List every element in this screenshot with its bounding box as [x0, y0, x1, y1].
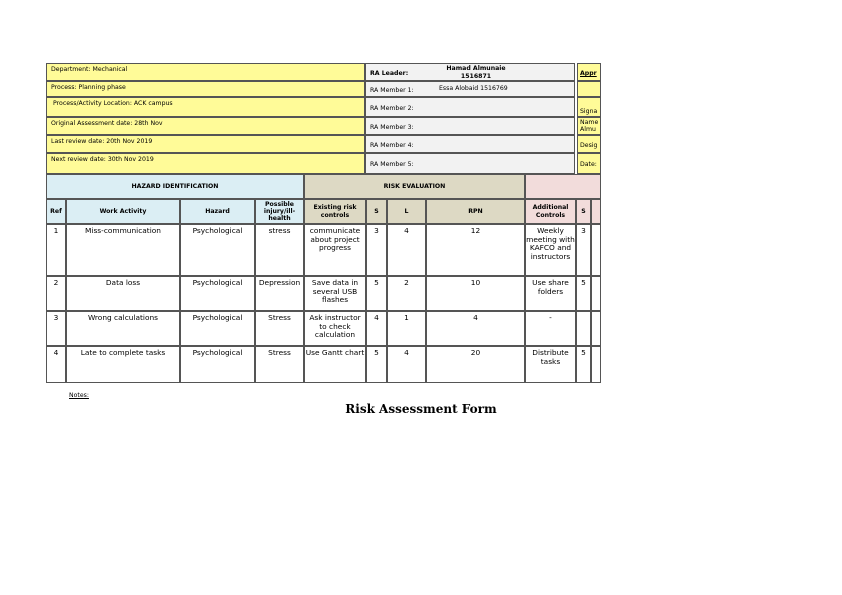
- table-row-cell: 1: [387, 311, 426, 346]
- designation-cell: Desig: [577, 135, 601, 153]
- table-row-cell: communicate about project progress: [304, 224, 366, 276]
- table-row-cell: [591, 276, 601, 311]
- table-row-cell: [576, 311, 591, 346]
- signature-cell: Signa: [577, 97, 601, 117]
- table-row-cell: 20: [426, 346, 525, 383]
- process-cell: Process: Planning phase: [46, 81, 365, 97]
- last-review-cell: Last review date: 20th Nov 2019: [46, 135, 365, 153]
- col-additional-controls: Additional Controls: [525, 199, 576, 224]
- table-row-cell: Psychological: [180, 224, 255, 276]
- approval-blank-cell: [577, 81, 601, 97]
- next-review-cell: Next review date: 30th Nov 2019: [46, 153, 365, 174]
- ra-leader-cell: RA Leader: Hamad Almunaie 1516871: [365, 63, 575, 81]
- table-row-cell: 5: [366, 276, 387, 311]
- col-ref: Ref: [46, 199, 66, 224]
- table-row-cell: Stress: [255, 311, 304, 346]
- approved-cell: Appr: [577, 63, 601, 81]
- table-row-cell: Data loss: [66, 276, 180, 311]
- col-cut: [591, 199, 601, 224]
- table-row-cell: 4: [46, 346, 66, 383]
- table-row-cell: Distribute tasks: [525, 346, 576, 383]
- col-l: L: [387, 199, 426, 224]
- table-row-cell: 10: [426, 276, 525, 311]
- table-row-cell: Psychological: [180, 311, 255, 346]
- table-row-cell: [591, 311, 601, 346]
- table-row-cell: Weekly meeting with KAFCO and instructors: [525, 224, 576, 276]
- col-work-activity: Work Activity: [66, 199, 180, 224]
- hazard-identification-header: HAZARD IDENTIFICATION: [46, 174, 304, 199]
- table-row-cell: 4: [366, 311, 387, 346]
- date-cell: Date:: [577, 153, 601, 174]
- table-row-cell: 12: [426, 224, 525, 276]
- table-row-cell: 4: [426, 311, 525, 346]
- notes-label: Notes:: [69, 392, 89, 399]
- name-cell: Name Almu: [577, 117, 601, 135]
- location-cell: Process/Activity Location: ACK campus: [46, 97, 365, 117]
- table-row-cell: 4: [387, 346, 426, 383]
- table-row-cell: stress: [255, 224, 304, 276]
- col-rpn: RPN: [426, 199, 525, 224]
- table-row-cell: 1: [46, 224, 66, 276]
- col-hazard: Hazard: [180, 199, 255, 224]
- col-existing-controls: Existing risk controls: [304, 199, 366, 224]
- department-cell: Department: Mechanical: [46, 63, 365, 81]
- risk-evaluation-header: RISK EVALUATION: [304, 174, 525, 199]
- table-row-cell: 5: [576, 276, 591, 311]
- original-date-cell: Original Assessment date: 28th Nov: [46, 117, 365, 135]
- col-injury: Possible injury/ill-health: [255, 199, 304, 224]
- table-row-cell: Use Gantt chart: [304, 346, 366, 383]
- table-row-cell: Psychological: [180, 276, 255, 311]
- table-row-cell: 2: [387, 276, 426, 311]
- ra-member-3-cell: RA Member 3:: [365, 117, 575, 135]
- additional-section-header: [525, 174, 601, 199]
- ra-member-5-cell: RA Member 5:: [365, 153, 575, 174]
- table-row-cell: Miss-communication: [66, 224, 180, 276]
- ra-member-4-cell: RA Member 4:: [365, 135, 575, 153]
- page-title: Risk Assessment Form: [345, 402, 497, 416]
- table-row-cell: 3: [46, 311, 66, 346]
- table-row-cell: 3: [576, 224, 591, 276]
- table-row-cell: Ask instructor to check calculation: [304, 311, 366, 346]
- table-row-cell: [591, 346, 601, 383]
- table-row-cell: Stress: [255, 346, 304, 383]
- table-row-cell: 4: [387, 224, 426, 276]
- ra-member-2-cell: RA Member 2:: [365, 97, 575, 117]
- table-row-cell: 5: [366, 346, 387, 383]
- table-row-cell: Use share folders: [525, 276, 576, 311]
- col-s2: S: [576, 199, 591, 224]
- col-s: S: [366, 199, 387, 224]
- table-row-cell: Depression: [255, 276, 304, 311]
- table-row-cell: 2: [46, 276, 66, 311]
- table-row-cell: Wrong calculations: [66, 311, 180, 346]
- table-row-cell: 3: [366, 224, 387, 276]
- table-row-cell: [591, 224, 601, 276]
- table-row-cell: Psychological: [180, 346, 255, 383]
- table-row-cell: 5: [576, 346, 591, 383]
- table-row-cell: -: [525, 311, 576, 346]
- table-row-cell: Save data in several USB flashes: [304, 276, 366, 311]
- ra-member-1-cell: RA Member 1: Essa Alobaid 1516769: [365, 81, 575, 97]
- table-row-cell: Late to complete tasks: [66, 346, 180, 383]
